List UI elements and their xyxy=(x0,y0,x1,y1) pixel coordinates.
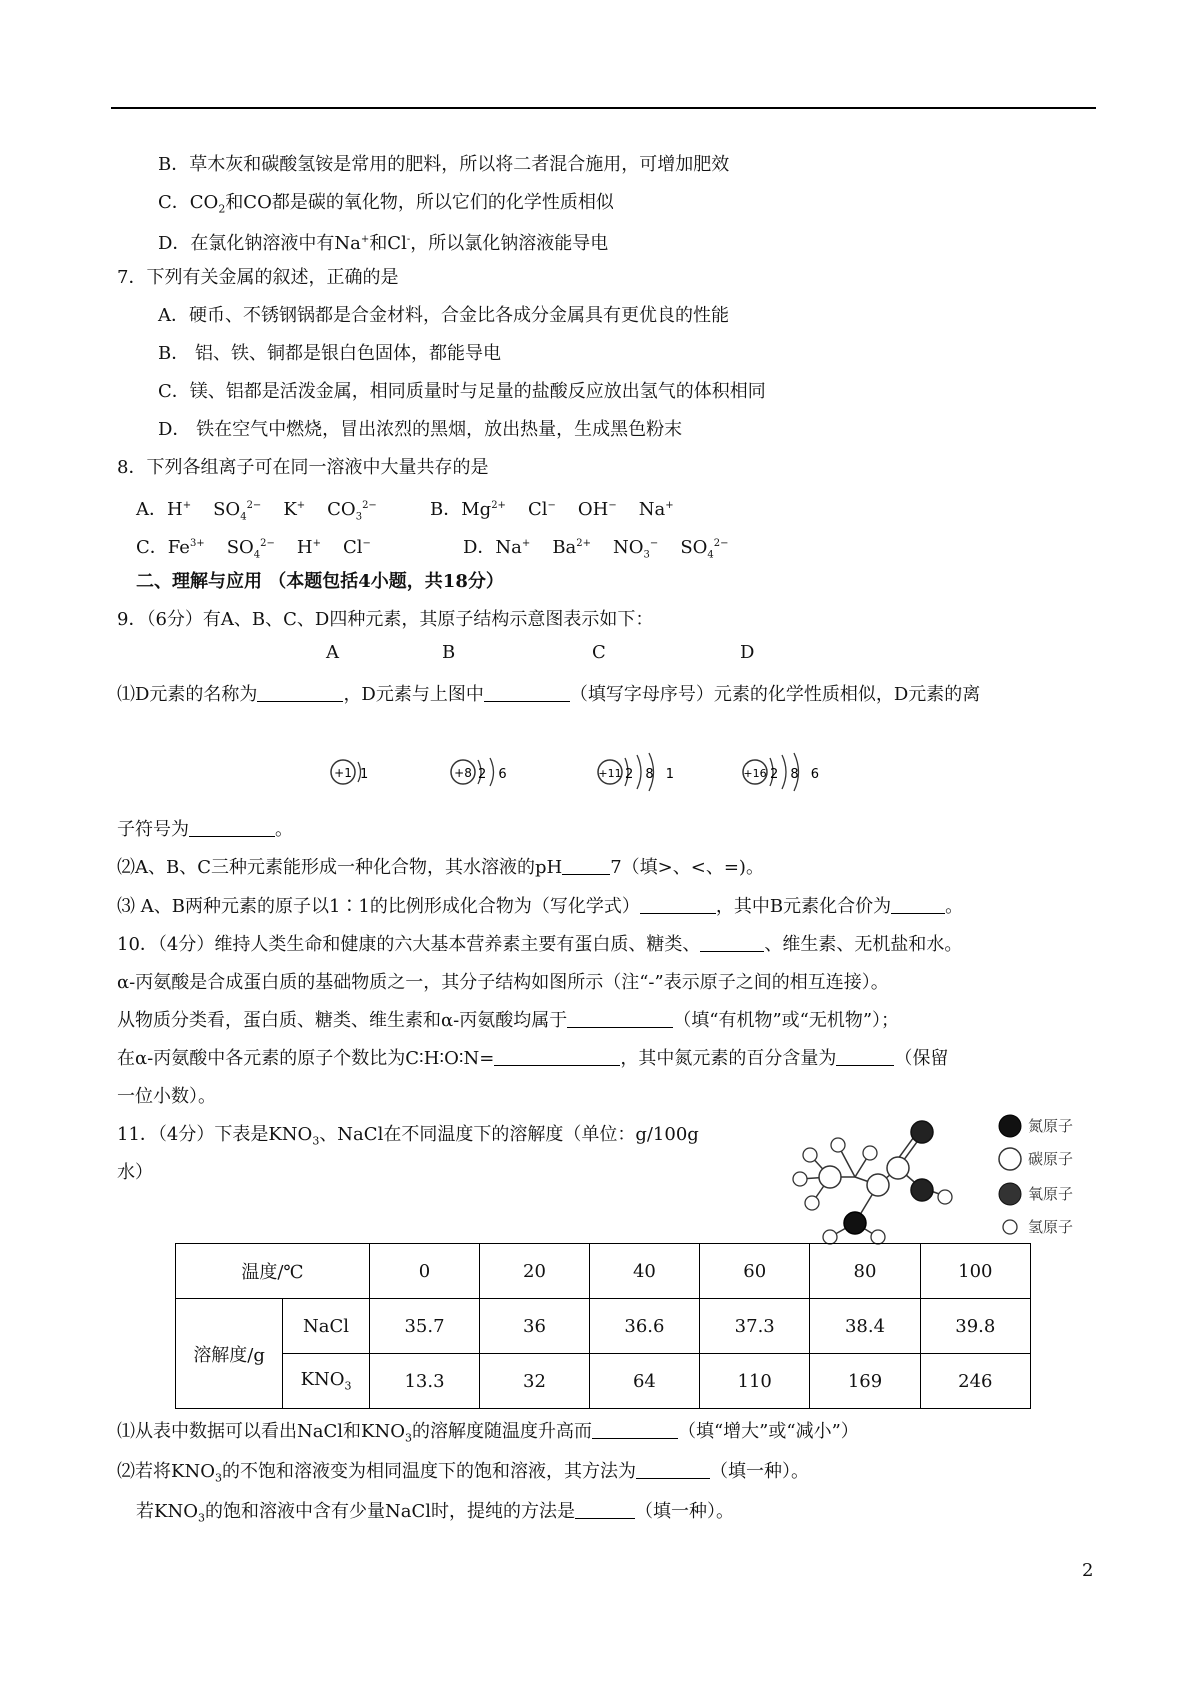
table-header-cell: 100 xyxy=(920,1244,1030,1299)
table-header-cell: 40 xyxy=(589,1244,699,1299)
atom-diagram-c xyxy=(598,753,678,791)
svg-text:2 6: 2 6 xyxy=(478,767,511,782)
q7-option-c: C．镁、铝都是活泼金属，相同质量时与足量的盐酸反应放出氢气的体积相同 xyxy=(158,381,766,402)
header-rule xyxy=(111,107,1096,109)
svg-text:+11: +11 xyxy=(598,767,622,780)
q6-option-d: D．在氯化钠溶液中有Na+和Cl-，所以氯化钠溶液能导电 xyxy=(158,233,609,254)
page-number: 2 xyxy=(1082,1560,1094,1581)
svg-text:1: 1 xyxy=(360,767,369,782)
table-row-group-label: 溶解度/g xyxy=(176,1299,283,1409)
molecule-legend xyxy=(999,1115,1073,1236)
atom-label-d: D xyxy=(740,642,755,663)
atom-label-b: B xyxy=(442,642,456,663)
q8-option-c: C．$Fe^{3+}$ $SO_4^{2-}$ H+ Cl− xyxy=(136,537,371,561)
table-cell: 38.4 xyxy=(810,1299,920,1354)
answer-blank[interactable] xyxy=(700,933,764,952)
q11-part1: ⑴从表中数据可以看出NaCl和$KNO_3$的溶解度随温度升高而 （填“增大”或“减小”） xyxy=(117,1421,859,1445)
table-cell: 110 xyxy=(700,1354,810,1409)
table-cell: 64 xyxy=(589,1354,699,1409)
q9-part2: ⑵A、B、C三种元素能形成一种化合物，其水溶液的pH 7（填>、<、=)。 xyxy=(117,857,764,878)
atom-structure-diagrams xyxy=(320,750,840,810)
q10-line3: 从物质分类看，蛋白质、糖类、维生素和α-丙氨酸均属于 （填“有机物”或“无机物”）； xyxy=(117,1010,900,1031)
svg-text:碳原子: 碳原子 xyxy=(1028,1150,1074,1168)
svg-text:氢原子: 氢原子 xyxy=(1028,1218,1074,1236)
q11-part2: ⑵若将$KNO_3$的不饱和溶液变为相同温度下的饱和溶液，其方法为 （填一种）。 xyxy=(117,1461,809,1485)
atom-label-a: A xyxy=(326,642,339,663)
svg-text:氧原子: 氧原子 xyxy=(1028,1185,1074,1203)
table-cell: 13.3 xyxy=(369,1354,479,1409)
svg-text:+1: +1 xyxy=(334,766,352,780)
q8-option-d: D．Na+ $Ba^{2+}$ $NO_3^-$ $SO_4^{2-}$ xyxy=(463,537,729,561)
table-header-cell: 0 xyxy=(369,1244,479,1299)
svg-text:+16: +16 xyxy=(743,767,767,780)
table-cell: 32 xyxy=(480,1354,590,1409)
answer-blank[interactable] xyxy=(891,895,945,914)
q10-line4: 在α-丙氨酸中各元素的原子个数比为C∶H∶O∶N= ，其中氮元素的百分含量为 （保留 xyxy=(117,1048,949,1069)
svg-text:+8: +8 xyxy=(454,766,472,780)
table-row xyxy=(176,1299,1031,1354)
table-row-label: $KNO_3$ xyxy=(283,1354,370,1409)
atom-label-c: C xyxy=(592,642,606,663)
solubility-table xyxy=(175,1243,1031,1409)
q7-option-b: B． 铝、铁、铜都是银白色固体，都能导电 xyxy=(158,343,501,364)
atom-diagram-b xyxy=(451,758,511,786)
section-2-heading: 二、理解与应用 （本题包括4小题，共18分） xyxy=(136,571,504,592)
table-cell: 36.6 xyxy=(589,1299,699,1354)
table-cell: 36 xyxy=(480,1299,590,1354)
table-cell: 169 xyxy=(810,1354,920,1409)
q11-part3: 若$KNO_3$的饱和溶液中含有少量NaCl时，提纯的方法是 （填一种）。 xyxy=(136,1501,734,1525)
svg-text:氮原子: 氮原子 xyxy=(1028,1117,1074,1135)
q8-option-a: A．H+ $SO_4^{2-}$ K+ $CO_3^{2-}$ xyxy=(136,499,377,523)
answer-blank[interactable] xyxy=(562,856,610,875)
answer-blank[interactable] xyxy=(636,1460,710,1479)
q7-option-d: D． 铁在空气中燃烧，冒出浓烈的黑烟，放出热量，生成黑色粉末 xyxy=(158,419,683,440)
q9-stem: 9．（6分）有A、B、C、D四种元素，其原子结构示意图表示如下： xyxy=(117,609,654,630)
q7-option-a: A．硬币、不锈钢锅都是合金材料，合金比各成分金属具有更优良的性能 xyxy=(158,305,729,326)
table-header-cell: 60 xyxy=(700,1244,810,1299)
q9-part3: ⑶ A、B两种元素的原子以1∶1的比例形成化合物为（写化学式） ，其中B元素化合价为 。 xyxy=(117,896,964,917)
atom-diagram-d xyxy=(743,753,823,791)
q8-stem: 8．下列各组离子可在同一溶液中大量共存的是 xyxy=(117,457,489,478)
answer-blank[interactable] xyxy=(494,1047,620,1066)
q10-line1: 10．（4分）维持人类生命和健康的六大基本营养素主要有蛋白质、糖类、 、维生素、无机盐和水。 xyxy=(117,934,963,955)
answer-blank[interactable] xyxy=(257,683,343,702)
q6-option-b: B．草木灰和碳酸氢铵是常用的肥料，所以将二者混合施用，可增加肥效 xyxy=(158,154,730,175)
q10-line2: α-丙氨酸是合成蛋白质的基础物质之一，其分子结构如图所示（注“-”表示原子之间的相互连接）。 xyxy=(117,972,889,993)
q8-option-b: B．$Mg^{2+}$ Cl− OH− Na+ xyxy=(430,499,674,520)
q7-stem: 7．下列有关金属的叙述，正确的是 xyxy=(117,267,399,288)
answer-blank[interactable] xyxy=(592,1420,678,1439)
atom-diagram-a xyxy=(331,760,368,784)
q11-line1: 11．（4分）下表是$KNO_3$、NaCl在不同温度下的溶解度（单位：g/100g xyxy=(117,1124,699,1148)
q11-line2: 水） xyxy=(117,1162,153,1183)
table-header-cell: 20 xyxy=(480,1244,590,1299)
table-cell: 39.8 xyxy=(920,1299,1030,1354)
svg-text:2 8 6: 2 8 6 xyxy=(770,767,824,782)
answer-blank[interactable] xyxy=(640,895,716,914)
answer-blank[interactable] xyxy=(567,1009,673,1028)
alanine-molecule-diagram xyxy=(770,1105,1100,1247)
table-header-cell: 80 xyxy=(810,1244,920,1299)
answer-blank[interactable] xyxy=(484,683,570,702)
table-cell: 37.3 xyxy=(700,1299,810,1354)
q10-line5: 一位小数）。 xyxy=(117,1086,216,1107)
q9-part1-cont: 子符号为 。 xyxy=(117,819,293,840)
table-header-cell: 温度/℃ xyxy=(176,1244,370,1299)
table-row-label: NaCl xyxy=(283,1299,370,1354)
table-cell: 35.7 xyxy=(369,1299,479,1354)
table-row xyxy=(176,1244,1031,1299)
table-row xyxy=(176,1354,1031,1409)
svg-text:2 8 1: 2 8 1 xyxy=(625,767,679,782)
q6-option-c: C．$CO_2$和CO都是碳的氧化物，所以它们的化学性质相似 xyxy=(158,192,614,216)
table-cell: 246 xyxy=(920,1354,1030,1409)
answer-blank[interactable] xyxy=(189,818,275,837)
answer-blank[interactable] xyxy=(836,1047,894,1066)
answer-blank[interactable] xyxy=(575,1500,635,1519)
q9-part1: ⑴D元素的名称为 ，D元素与上图中 （填写字母序号）元素的化学性质相似，D元素的离 xyxy=(117,684,981,705)
